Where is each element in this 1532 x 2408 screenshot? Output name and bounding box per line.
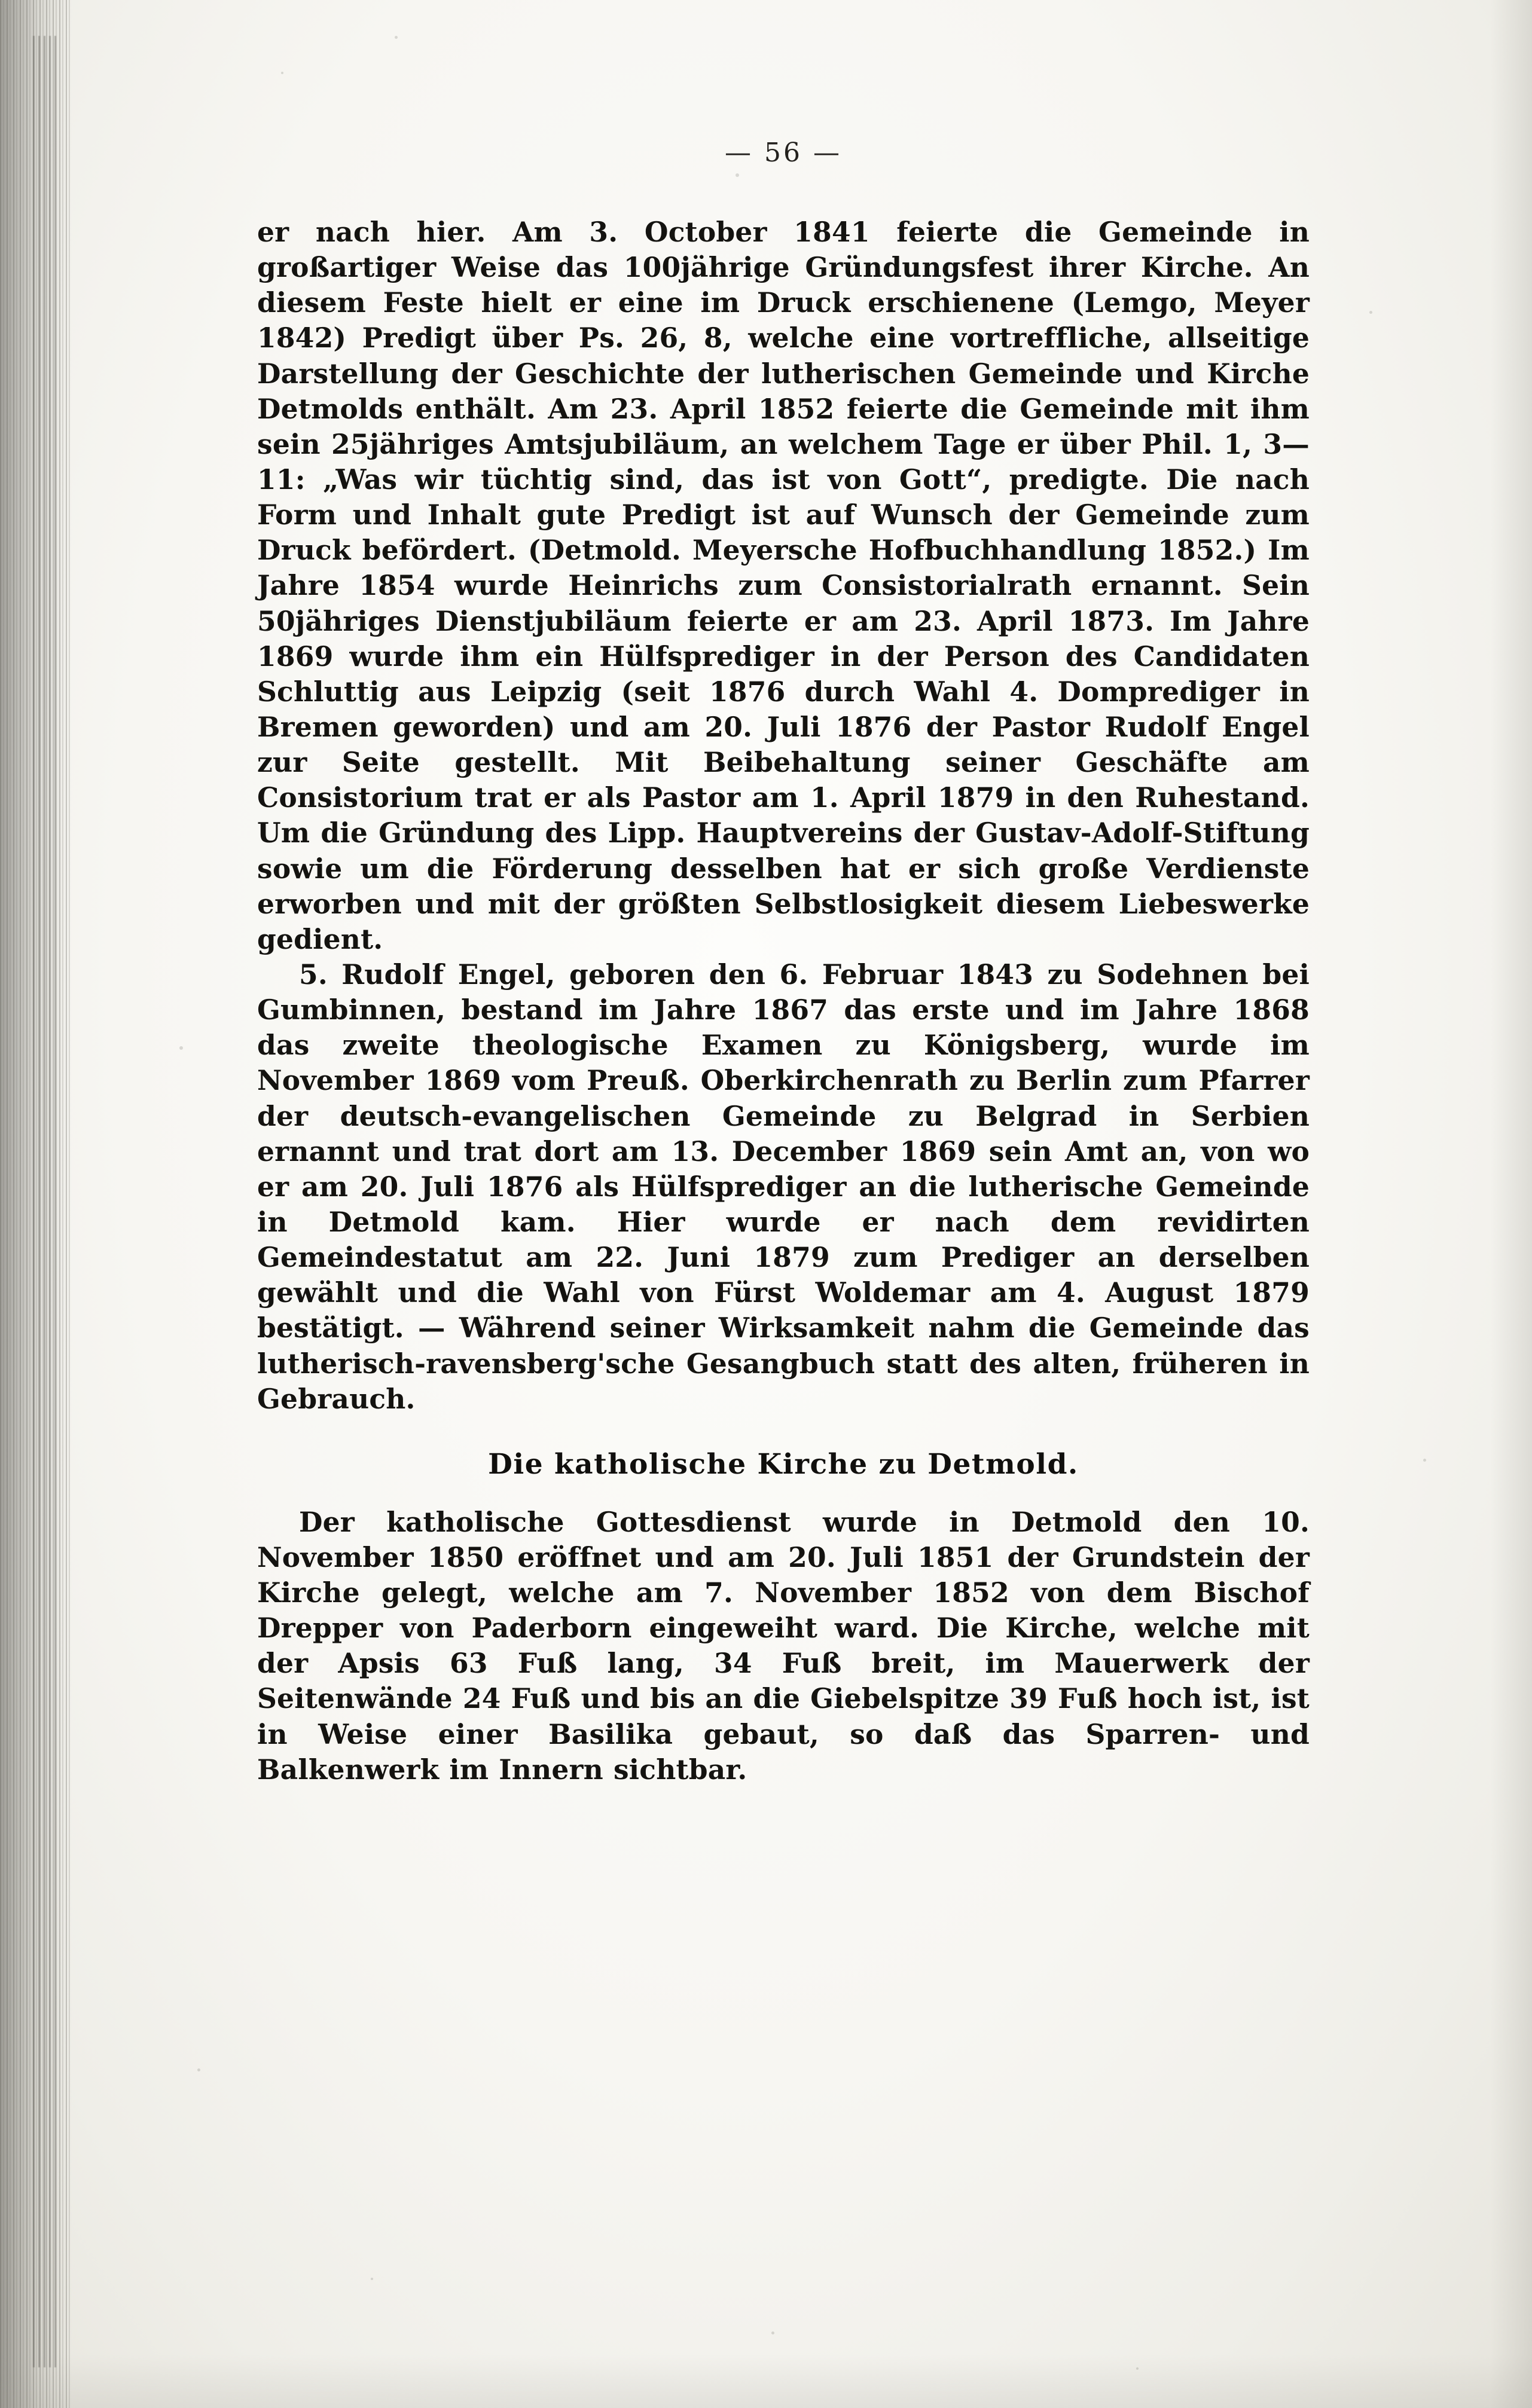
section-heading-catholic-church: Die katholische Kirche zu Detmold. — [488, 1447, 1079, 1481]
binding-streaks — [33, 36, 57, 2367]
paragraph-section-body: Der katholische Gottesdienst wurde in Detmold den 10. November 1850 eröffnet und am 20. Juli 1851 der Grundstein der Kirche gelegt, welche am 7. November 1852 von dem Bischof Drepper von Paderborn eingeweiht ward. Die Kirche, welche mit der Apsis 63 Fuß lang, 34 Fuß breit, im Mauerwerk der Seitenwände 24 Fuß und bis an die Giebelspitze 39 Fuß hoch ist, ist in Weise einer Basilika gebaut, so daß das Sparren- und Balkenwerk im Innern sichtbar. — [257, 1505, 1310, 1786]
page-edge-bottom-shadow — [0, 2354, 1532, 2408]
paragraph-body-2: 5. Rudolf Engel, geboren den 6. Februar 1843 zu Sodehnen bei Gumbinnen, bestand im Jahre 1867 das erste und im Jahre 1868 das zweite theologische Examen zu Königsberg, wurde im November 1869 vom Preuß. Oberkirchenrath zu Berlin zum Pfarrer der deutsch-evangelischen Gemeinde zu Belgrad in Serbien ernannt und trat dort am 13. December 1869 sein Amt an, von wo er am 20. Juli 1876 als Hülfsprediger an die lutherische Gemeinde in Detmold kam. Hier wurde er nach dem revidirten Gemeindestatut am 22. Juni 1879 zum Prediger an derselben gewählt und die Wahl von Fürst Woldemar am 4. August 1879 bestätigt. — Während seiner Wirksamkeit nahm die Gemeinde das lutherisch-ravensberg'sche Gesangbuch statt des alten, früheren in Gebrauch. — [257, 958, 1310, 1415]
scan-speckle — [1423, 1459, 1426, 1462]
scan-speckle — [771, 2331, 774, 2334]
paragraph-body-1: er nach hier. Am 3. October 1841 feierte die Gemeinde in großartiger Weise das 100jährige Gründungsfest ihrer Kirche. An diesem Feste hielt er eine im Druck erschienene (Lemgo, Meyer 1842) Predigt über Ps. 26, 8, welche eine vortreffliche, allseitige Darstellung der Geschichte der lutherischen Gemeinde und Kirche Detmolds enthält. Am 23. April 1852 feierte die Gemeinde mit ihm sein 25jähriges Amtsjubiläum, an welchem Tage er über Phil. 1, 3—11: „Was wir tüchtig sind, das ist von Gott“, predigte. Die nach Form und Inhalt gute Predigt ist auf Wunsch der Gemeinde zum Druck befördert. (Detmold. Meyersche Hofbuchhandlung 1852.) Im Jahre 1854 wurde Heinrichs zum Consistorialrath ernannt. Sein 50jähriges Dienstjubiläum feierte er am 23. April 1873. Im Jahre 1869 wurde ihm ein Hülfsprediger in der Person des Candidaten Schluttig aus Leipzig (seit 1876 durch Wahl 4. Domprediger in Bremen geworden) und am 20. Juli 1876 der Pastor Rudolf Engel zur Seite gestellt. Mit Beibehaltung seiner Geschäfte am Consistorium trat er als Pastor am 1. April 1879 in den Ruhestand. Um die Gründung des Lipp. Hauptvereins der Gustav-Adolf-Stiftung sowie um die Förderung desselben hat er sich große Verdienste erworben und mit der größten Selbstlosigkeit diesem Liebeswerke gedient. — [257, 216, 1310, 955]
text-column — [257, 137, 1310, 1787]
page-folio: — 56 — — [725, 137, 842, 168]
scan-speckle — [371, 2278, 373, 2280]
scan-speckle — [179, 1046, 183, 1050]
scan-speckle — [395, 36, 398, 39]
scan-speckle — [197, 2068, 200, 2071]
page-edge-right-shadow — [1490, 0, 1532, 2408]
scan-speckle — [281, 72, 283, 74]
scan-speckle — [1369, 311, 1372, 314]
